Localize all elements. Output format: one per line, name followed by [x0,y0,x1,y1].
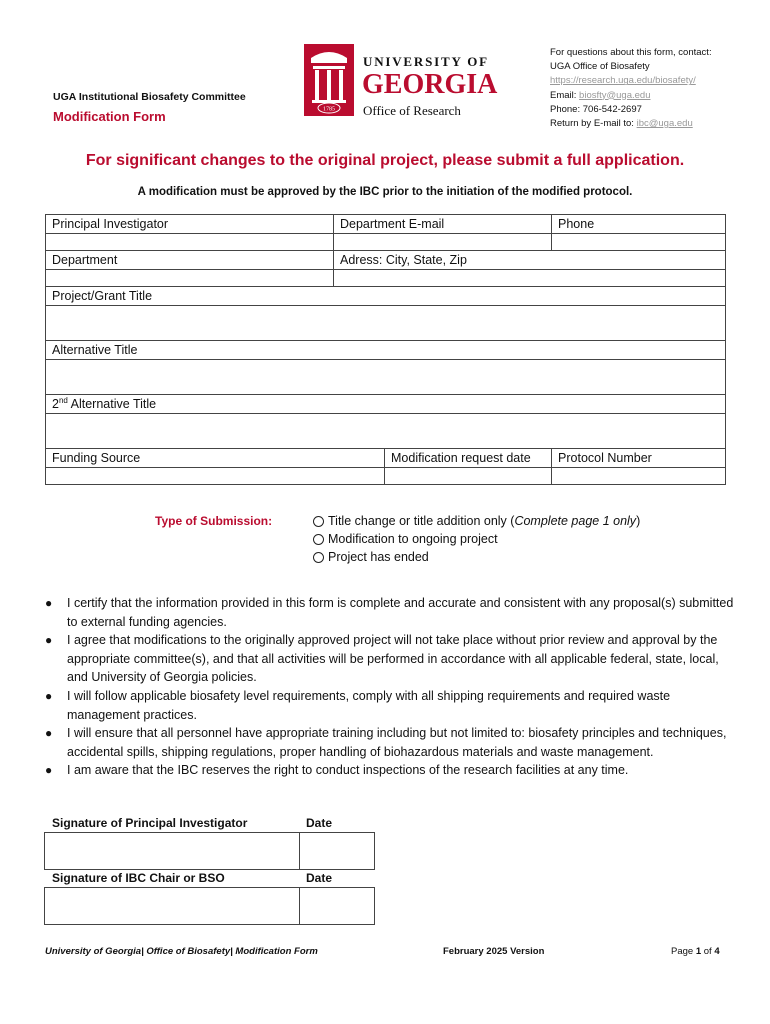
protocol-label: Protocol Number [552,449,726,468]
return-label: Return by E-mail to: [550,118,637,130]
svg-text:1785: 1785 [323,106,335,113]
list-item: ● I certify that the information provided in this form is complete and accurate and consistent with any proposal(s) submitted to external funding agencies. [45,594,735,631]
department-field[interactable] [46,270,334,287]
bullet-icon: ● [45,633,53,648]
mod-date-label: Modification request date [385,449,552,468]
return-email-link[interactable]: ibc@uga.edu [636,118,693,130]
project-title-label: Project/Grant Title [46,287,726,306]
certification-list [45,594,735,780]
phone-field[interactable] [552,234,726,251]
chair-signature-label: Signature of IBC Chair or BSO [52,871,225,885]
bullet-icon: ● [45,688,53,703]
radio-icon[interactable] [313,534,324,545]
committee-name: UGA Institutional Biosafety Committee [53,91,246,103]
list-item: ● I am aware that the IBC reserves the right to conduct inspections of the research facilities at any time. [45,761,735,780]
page-number: Page 1 of 4 [671,946,720,957]
mod-date-field[interactable] [385,468,552,485]
alt-title-field[interactable] [46,360,726,395]
email-label: Email: [550,89,580,101]
warning-heading: For significant changes to the original project, please submit a full application. [85,152,685,169]
radio-icon[interactable] [313,552,324,563]
list-item: ● I agree that modifications to the originally approved project will not take place without prior review and approval by the appropriate committee(s), and that all activities will be performed in accordance with all applicable federal, state, local, and University of Georgia policies. [45,631,735,687]
uga-logo [304,44,519,124]
alt-title-label: Alternative Title [46,341,726,360]
contact-phone: Phone: 706-542-2697 [550,103,642,115]
footer-left: University of Georgia| Office of Biosafety| Modification Form [45,946,318,957]
arch-icon [304,44,519,124]
pi-field[interactable] [46,234,334,251]
chair-date-field[interactable] [300,888,375,925]
funding-label: Funding Source [46,449,385,468]
bullet-icon: ● [45,726,53,741]
bullet-icon: ● [45,596,53,610]
pi-signature-field[interactable] [45,833,300,870]
option-modification[interactable]: Modification to ongoing project [313,530,640,548]
contact-heading: For questions about this form, contact: [550,47,712,58]
pi-date-field[interactable] [300,833,375,870]
project-info-table [45,214,726,485]
chair-signature-field[interactable] [45,888,300,925]
address-label: Adress: City, State, Zip [334,251,726,270]
date-label: Date [306,871,333,885]
email-link[interactable]: biosfty@uga.edu [579,89,651,101]
list-item: ● I will follow applicable biosafety level requirements, comply with all shipping requirements and required waste management practices. [45,687,735,724]
chair-signature-table [44,887,375,925]
pi-label: Principal Investigator [46,215,334,234]
pi-signature-table [44,832,375,870]
contact-info [550,46,712,131]
address-field[interactable] [334,270,726,287]
bullet-icon: ● [45,763,53,778]
radio-icon[interactable] [313,516,324,527]
alt2-title-field[interactable] [46,414,726,449]
approval-note: A modification must be approved by the IBC prior to the initiation of the modified protocol. [137,186,633,198]
option-project-ended[interactable]: Project has ended [313,548,640,566]
contact-office: UGA Office of Biosafety [550,61,650,73]
submission-options [313,512,640,566]
project-title-field[interactable] [46,306,726,341]
svg-text:Office of Research: Office of Research [363,103,461,118]
header-left [53,91,246,124]
footer-version: February 2025 Version [443,946,545,957]
dept-email-field[interactable] [334,234,552,251]
funding-field[interactable] [46,468,385,485]
alt2-title-label: 2nd Alternative Title [46,395,726,414]
department-label: Department [46,251,334,270]
pi-signature-label: Signature of Principal Investigator [52,816,248,830]
option-title-change[interactable]: Title change or title addition only ( Complete page 1 only ) [313,512,640,530]
dept-email-label: Department E-mail [334,215,552,234]
list-item: ● I will ensure that all personnel have appropriate training including but not limited to: biosafety principles and techniques, accidental spills, shipping regulations, proper handling of biohazardous materials and waste management. [45,724,735,761]
phone-label: Phone [552,215,726,234]
svg-text:UNIVERSITY OF: UNIVERSITY OF [363,54,489,69]
submission-type-label: Type of Submission: [155,514,273,528]
svg-text:GEORGIA: GEORGIA [362,69,498,100]
date-label: Date [306,816,333,830]
protocol-field[interactable] [552,468,726,485]
form-name: Modification Form [53,109,166,124]
biosafety-link[interactable]: https://research.uga.edu/biosafety/ [550,75,696,87]
